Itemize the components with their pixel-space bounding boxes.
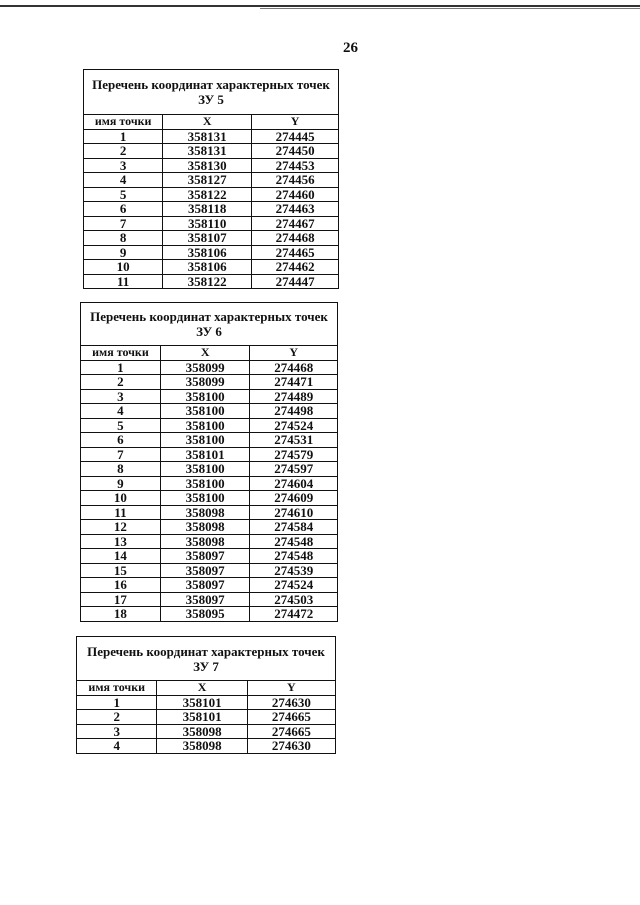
- cell-point-name: 3: [84, 158, 163, 173]
- table-title: [81, 303, 337, 346]
- table-row: [81, 447, 337, 462]
- cell-point-name: 9: [81, 476, 160, 491]
- table-row: [81, 563, 337, 578]
- cell-x: 358099: [160, 375, 250, 390]
- cell-y: 274609: [250, 491, 337, 506]
- cell-x: 358100: [160, 389, 250, 404]
- coords-grid: [84, 115, 338, 288]
- cell-x: 358097: [160, 592, 250, 607]
- cell-x: 358100: [160, 462, 250, 477]
- table-row: [84, 173, 338, 188]
- table-title-line2: ЗУ 5: [198, 92, 224, 107]
- table-title-line1: Перечень координат характерных точек: [92, 77, 330, 92]
- cell-y: 274463: [252, 202, 338, 217]
- cell-x: 358101: [157, 710, 247, 725]
- table-row: [84, 260, 338, 275]
- page-number: 26: [343, 40, 358, 56]
- cell-y: 274548: [250, 534, 337, 549]
- header-x: X: [157, 681, 247, 695]
- cell-y: 274468: [250, 360, 337, 375]
- cell-x: 358100: [160, 491, 250, 506]
- cell-point-name: 14: [81, 549, 160, 564]
- table-row: [81, 607, 337, 621]
- header-x: X: [163, 115, 252, 129]
- cell-point-name: 10: [81, 491, 160, 506]
- table-row: [81, 462, 337, 477]
- cell-y: 274472: [250, 607, 337, 621]
- table-row: [81, 592, 337, 607]
- cell-point-name: 1: [81, 360, 160, 375]
- cell-y: 274630: [247, 695, 335, 710]
- cell-x: 358101: [160, 447, 250, 462]
- table-row: [84, 245, 338, 260]
- table-row: [81, 433, 337, 448]
- cell-y: 274531: [250, 433, 337, 448]
- table-title-line2: ЗУ 7: [193, 658, 219, 674]
- table-row: [77, 724, 335, 739]
- cell-x: 358100: [160, 433, 250, 448]
- table-row: [81, 549, 337, 564]
- cell-x: 358097: [160, 549, 250, 564]
- cell-x: 358107: [163, 231, 252, 246]
- cell-point-name: 9: [84, 245, 163, 260]
- cell-x: 358097: [160, 578, 250, 593]
- table-row: [84, 129, 338, 144]
- cell-y: 274548: [250, 549, 337, 564]
- cell-y: 274610: [250, 505, 337, 520]
- table-row: [81, 375, 337, 390]
- cell-x: 358100: [160, 404, 250, 419]
- header-row: [84, 115, 338, 129]
- cell-x: 358118: [163, 202, 252, 217]
- cell-point-name: 18: [81, 607, 160, 621]
- cell-y: 274471: [250, 375, 337, 390]
- table-row: [81, 476, 337, 491]
- table-row: [77, 710, 335, 725]
- cell-x: 358122: [163, 274, 252, 288]
- cell-y: 274665: [247, 724, 335, 739]
- header-x: X: [160, 346, 250, 360]
- cell-point-name: 11: [81, 505, 160, 520]
- cell-x: 358098: [157, 724, 247, 739]
- table-row: [77, 739, 335, 753]
- table-row: [81, 534, 337, 549]
- cell-point-name: 7: [81, 447, 160, 462]
- cell-y: 274465: [252, 245, 338, 260]
- cell-x: 358098: [160, 520, 250, 535]
- scan-edge-line: [0, 5, 640, 7]
- cell-y: 274498: [250, 404, 337, 419]
- cell-x: 358095: [160, 607, 250, 621]
- header-row: [77, 681, 335, 695]
- header-y: Y: [250, 346, 337, 360]
- cell-x: 358122: [163, 187, 252, 202]
- cell-y: 274456: [252, 173, 338, 188]
- cell-x: 358131: [163, 144, 252, 159]
- table-row: [84, 144, 338, 159]
- table-row: [84, 231, 338, 246]
- cell-point-name: 8: [84, 231, 163, 246]
- cell-point-name: 4: [77, 739, 157, 753]
- cell-point-name: 10: [84, 260, 163, 275]
- scan-edge-line-secondary: [260, 8, 640, 9]
- cell-y: 274460: [252, 187, 338, 202]
- cell-point-name: 3: [81, 389, 160, 404]
- cell-x: 358098: [160, 534, 250, 549]
- cell-point-name: 2: [84, 144, 163, 159]
- table-row: [81, 418, 337, 433]
- cell-y: 274462: [252, 260, 338, 275]
- table-row: [84, 187, 338, 202]
- table-row: [81, 491, 337, 506]
- table-title: [77, 637, 335, 681]
- table-row: [81, 505, 337, 520]
- cell-point-name: 16: [81, 578, 160, 593]
- table-row: [77, 695, 335, 710]
- table-row: [84, 158, 338, 173]
- coords-table-zu6: [80, 302, 338, 622]
- table-row: [81, 389, 337, 404]
- header-y: Y: [252, 115, 338, 129]
- cell-y: 274665: [247, 710, 335, 725]
- cell-point-name: 2: [81, 375, 160, 390]
- cell-point-name: 4: [81, 404, 160, 419]
- table-row: [81, 578, 337, 593]
- cell-y: 274468: [252, 231, 338, 246]
- cell-x: 358106: [163, 245, 252, 260]
- table-title-line2: ЗУ 6: [196, 324, 222, 339]
- cell-y: 274524: [250, 578, 337, 593]
- header-row: [81, 346, 337, 360]
- cell-point-name: 6: [81, 433, 160, 448]
- cell-y: 274467: [252, 216, 338, 231]
- table-row: [81, 404, 337, 419]
- cell-x: 358100: [160, 476, 250, 491]
- coords-grid: [77, 681, 335, 753]
- table-row: [81, 360, 337, 375]
- header-point-name: имя точки: [84, 115, 163, 129]
- cell-x: 358106: [163, 260, 252, 275]
- cell-point-name: 5: [81, 418, 160, 433]
- cell-y: 274579: [250, 447, 337, 462]
- cell-x: 358127: [163, 173, 252, 188]
- table-row: [81, 520, 337, 535]
- header-point-name: имя точки: [81, 346, 160, 360]
- cell-point-name: 1: [77, 695, 157, 710]
- cell-y: 274630: [247, 739, 335, 753]
- cell-point-name: 8: [81, 462, 160, 477]
- cell-point-name: 1: [84, 129, 163, 144]
- cell-x: 358130: [163, 158, 252, 173]
- cell-point-name: 6: [84, 202, 163, 217]
- cell-y: 274489: [250, 389, 337, 404]
- cell-point-name: 15: [81, 563, 160, 578]
- cell-point-name: 11: [84, 274, 163, 288]
- cell-x: 358099: [160, 360, 250, 375]
- cell-point-name: 4: [84, 173, 163, 188]
- cell-x: 358100: [160, 418, 250, 433]
- cell-x: 358098: [160, 505, 250, 520]
- cell-y: 274447: [252, 274, 338, 288]
- cell-y: 274604: [250, 476, 337, 491]
- cell-y: 274445: [252, 129, 338, 144]
- cell-y: 274453: [252, 158, 338, 173]
- cell-point-name: 12: [81, 520, 160, 535]
- coords-table-zu5: [83, 69, 339, 289]
- table-row: [84, 202, 338, 217]
- cell-point-name: 3: [77, 724, 157, 739]
- cell-y: 274524: [250, 418, 337, 433]
- cell-x: 358098: [157, 739, 247, 753]
- cell-x: 358097: [160, 563, 250, 578]
- header-point-name: имя точки: [77, 681, 157, 695]
- cell-x: 358101: [157, 695, 247, 710]
- coords-grid: [81, 346, 337, 621]
- header-y: Y: [247, 681, 335, 695]
- cell-point-name: 5: [84, 187, 163, 202]
- table-title-line1: Перечень координат характерных точек: [87, 643, 325, 659]
- cell-point-name: 17: [81, 592, 160, 607]
- cell-y: 274503: [250, 592, 337, 607]
- table-title-line1: Перечень координат характерных точек: [90, 309, 328, 324]
- table-row: [84, 216, 338, 231]
- cell-y: 274597: [250, 462, 337, 477]
- cell-x: 358110: [163, 216, 252, 231]
- cell-point-name: 2: [77, 710, 157, 725]
- cell-x: 358131: [163, 129, 252, 144]
- cell-y: 274539: [250, 563, 337, 578]
- coords-table-zu7: [76, 636, 336, 754]
- cell-point-name: 7: [84, 216, 163, 231]
- cell-point-name: 13: [81, 534, 160, 549]
- cell-y: 274584: [250, 520, 337, 535]
- table-title: [84, 70, 338, 115]
- table-row: [84, 274, 338, 288]
- cell-y: 274450: [252, 144, 338, 159]
